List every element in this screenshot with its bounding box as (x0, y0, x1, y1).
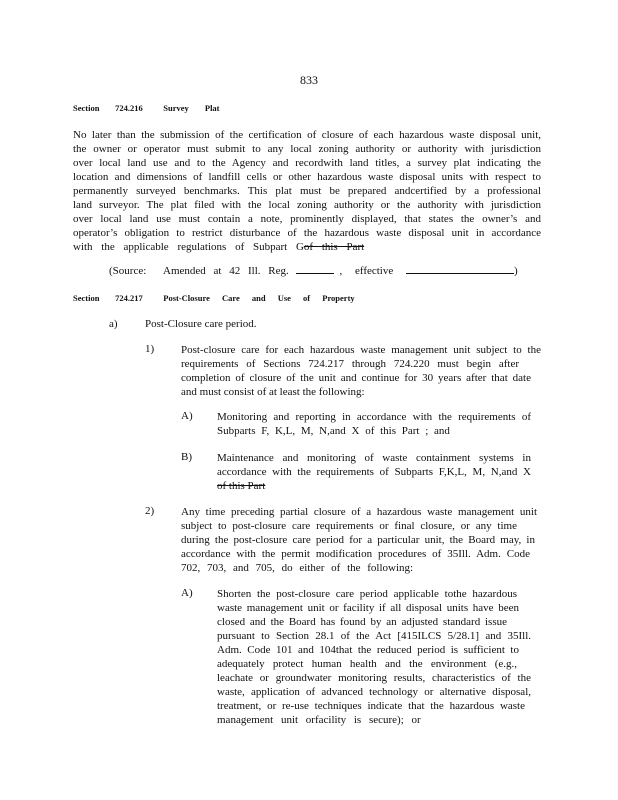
body-line: leachate or groundwater monitoring results, characteristics of the (217, 672, 531, 684)
source-amended: Amended at 42 Ill. Reg. (163, 265, 289, 277)
body-line: land surveyor. The plat filed with the local zoning authority or the authority with jurisdiction (73, 199, 541, 211)
body-line: waste management unit or facility if all disposal units have been (217, 602, 519, 614)
body-line: adequately protect human health and the environment (e.g., (217, 658, 517, 670)
body-line: waste, application of advanced technology or alternative disposal, (217, 686, 531, 698)
body-line: location and dimensions of landfill cells or other hazardous waste disposal units with respect to (73, 171, 541, 183)
register-blank (296, 264, 334, 274)
struck-text: of this Part (217, 480, 266, 492)
source-note: (Source: Amended at 42 Ill. Reg. , effective ) (109, 265, 518, 277)
section-heading-724-216 (73, 103, 220, 113)
body-line: the owner or operator must submit to any local zoning authority or authority with jurisdiction (73, 143, 541, 155)
body-line: over local land use and to the Agency and recordwith land titles, a survey plat indicating the (73, 157, 541, 169)
section-word: Section (73, 103, 100, 113)
body-line: Post-closure care for each hazardous waste management unit subject to the (181, 344, 541, 356)
body-line: closed and the Board has found by an adjusted standard issue (217, 616, 507, 628)
body-line: Monitoring and reporting in accordance with the requirements of (217, 411, 531, 423)
body-line-last (73, 240, 541, 254)
section-title: Post-Closure Care and Use of Property (163, 293, 355, 303)
item-1-label: 1) (145, 343, 155, 355)
body-line: permanently surveyed benchmarks. This plat must be prepared andcertified by a professional (73, 185, 541, 197)
body-line: completion of closure of the unit and continue for 30 years after that date (181, 372, 531, 384)
section-number: 724.217 (115, 293, 143, 303)
struck-text: of this Part (303, 241, 365, 253)
item-1A-label: A) (181, 410, 193, 422)
item-1-body (181, 343, 541, 399)
section-724-216-body (73, 128, 541, 254)
subsection-a-text: Post-Closure care period. (145, 318, 257, 330)
item-2A-label: A) (181, 587, 193, 599)
section-title: Survey Plat (163, 103, 220, 113)
body-line: during the post-closure care period for a particular unit, the Board may, in (181, 534, 535, 546)
item-2-label: 2) (145, 505, 155, 517)
effective-date-blank (406, 264, 514, 274)
page-number: 833 (300, 73, 318, 87)
item-2-body (181, 505, 537, 575)
body-line: accordance with the permit modification procedures of 35Ill. Adm. Code (181, 548, 530, 560)
section-heading-724-217 (73, 293, 355, 303)
body-line: operator’s obligation to restrict disturbance of the hazardous waste disposal unit in accordance (73, 227, 541, 239)
body-line: pursuant to Section 28.1 of the Act [415ILCS 5/28.1] and 35Ill. (217, 630, 531, 642)
body-line: and must consist of at least the following: (181, 386, 365, 398)
body-line: 702, 703, and 705, do either of the following: (181, 562, 414, 574)
source-close: ) (514, 265, 518, 277)
body-line: Maintenance and monitoring of waste containment systems in (217, 452, 531, 464)
item-1B-body (217, 451, 531, 493)
item-1B-label: B) (181, 451, 192, 463)
body-line: Any time preceding partial closure of a hazardous waste management unit (181, 506, 537, 518)
item-2A-body (217, 587, 531, 727)
body-line: requirements of Sections 724.217 through 724.220 must begin after (181, 358, 519, 370)
section-word: Section (73, 293, 100, 303)
body-line: management unit orfacility is secure); or (217, 714, 421, 726)
body-line: over local land use must contain a note, prominently displayed, that states the owner’s and (73, 213, 541, 225)
body-line-text: with the applicable regulations of Subpart G (73, 241, 304, 253)
body-line: Subparts F, K,L, M, N,and X of this Part ; and (217, 425, 450, 437)
item-1A-body (217, 410, 531, 438)
source-prefix: (Source: (109, 265, 147, 277)
body-line: Shorten the post-closure care period applicable tothe hazardous (217, 588, 517, 600)
body-line: No later than the submission of the certification of closure of each hazardous waste disposal unit, (73, 129, 541, 141)
body-line: subject to post-closure care requirements or final closure, or any time (181, 520, 517, 532)
body-line: treatment, or re-use techniques indicate that the hazardous waste (217, 700, 525, 712)
section-number: 724.216 (115, 103, 143, 113)
body-line: accordance with the requirements of Subparts F,K,L, M, N,and X (217, 466, 531, 478)
subsection-a-label: a) (109, 318, 118, 330)
source-effective: effective (354, 265, 394, 277)
body-line: Adm. Code 101 and 104that the reduced period is sufficient to (217, 644, 519, 656)
